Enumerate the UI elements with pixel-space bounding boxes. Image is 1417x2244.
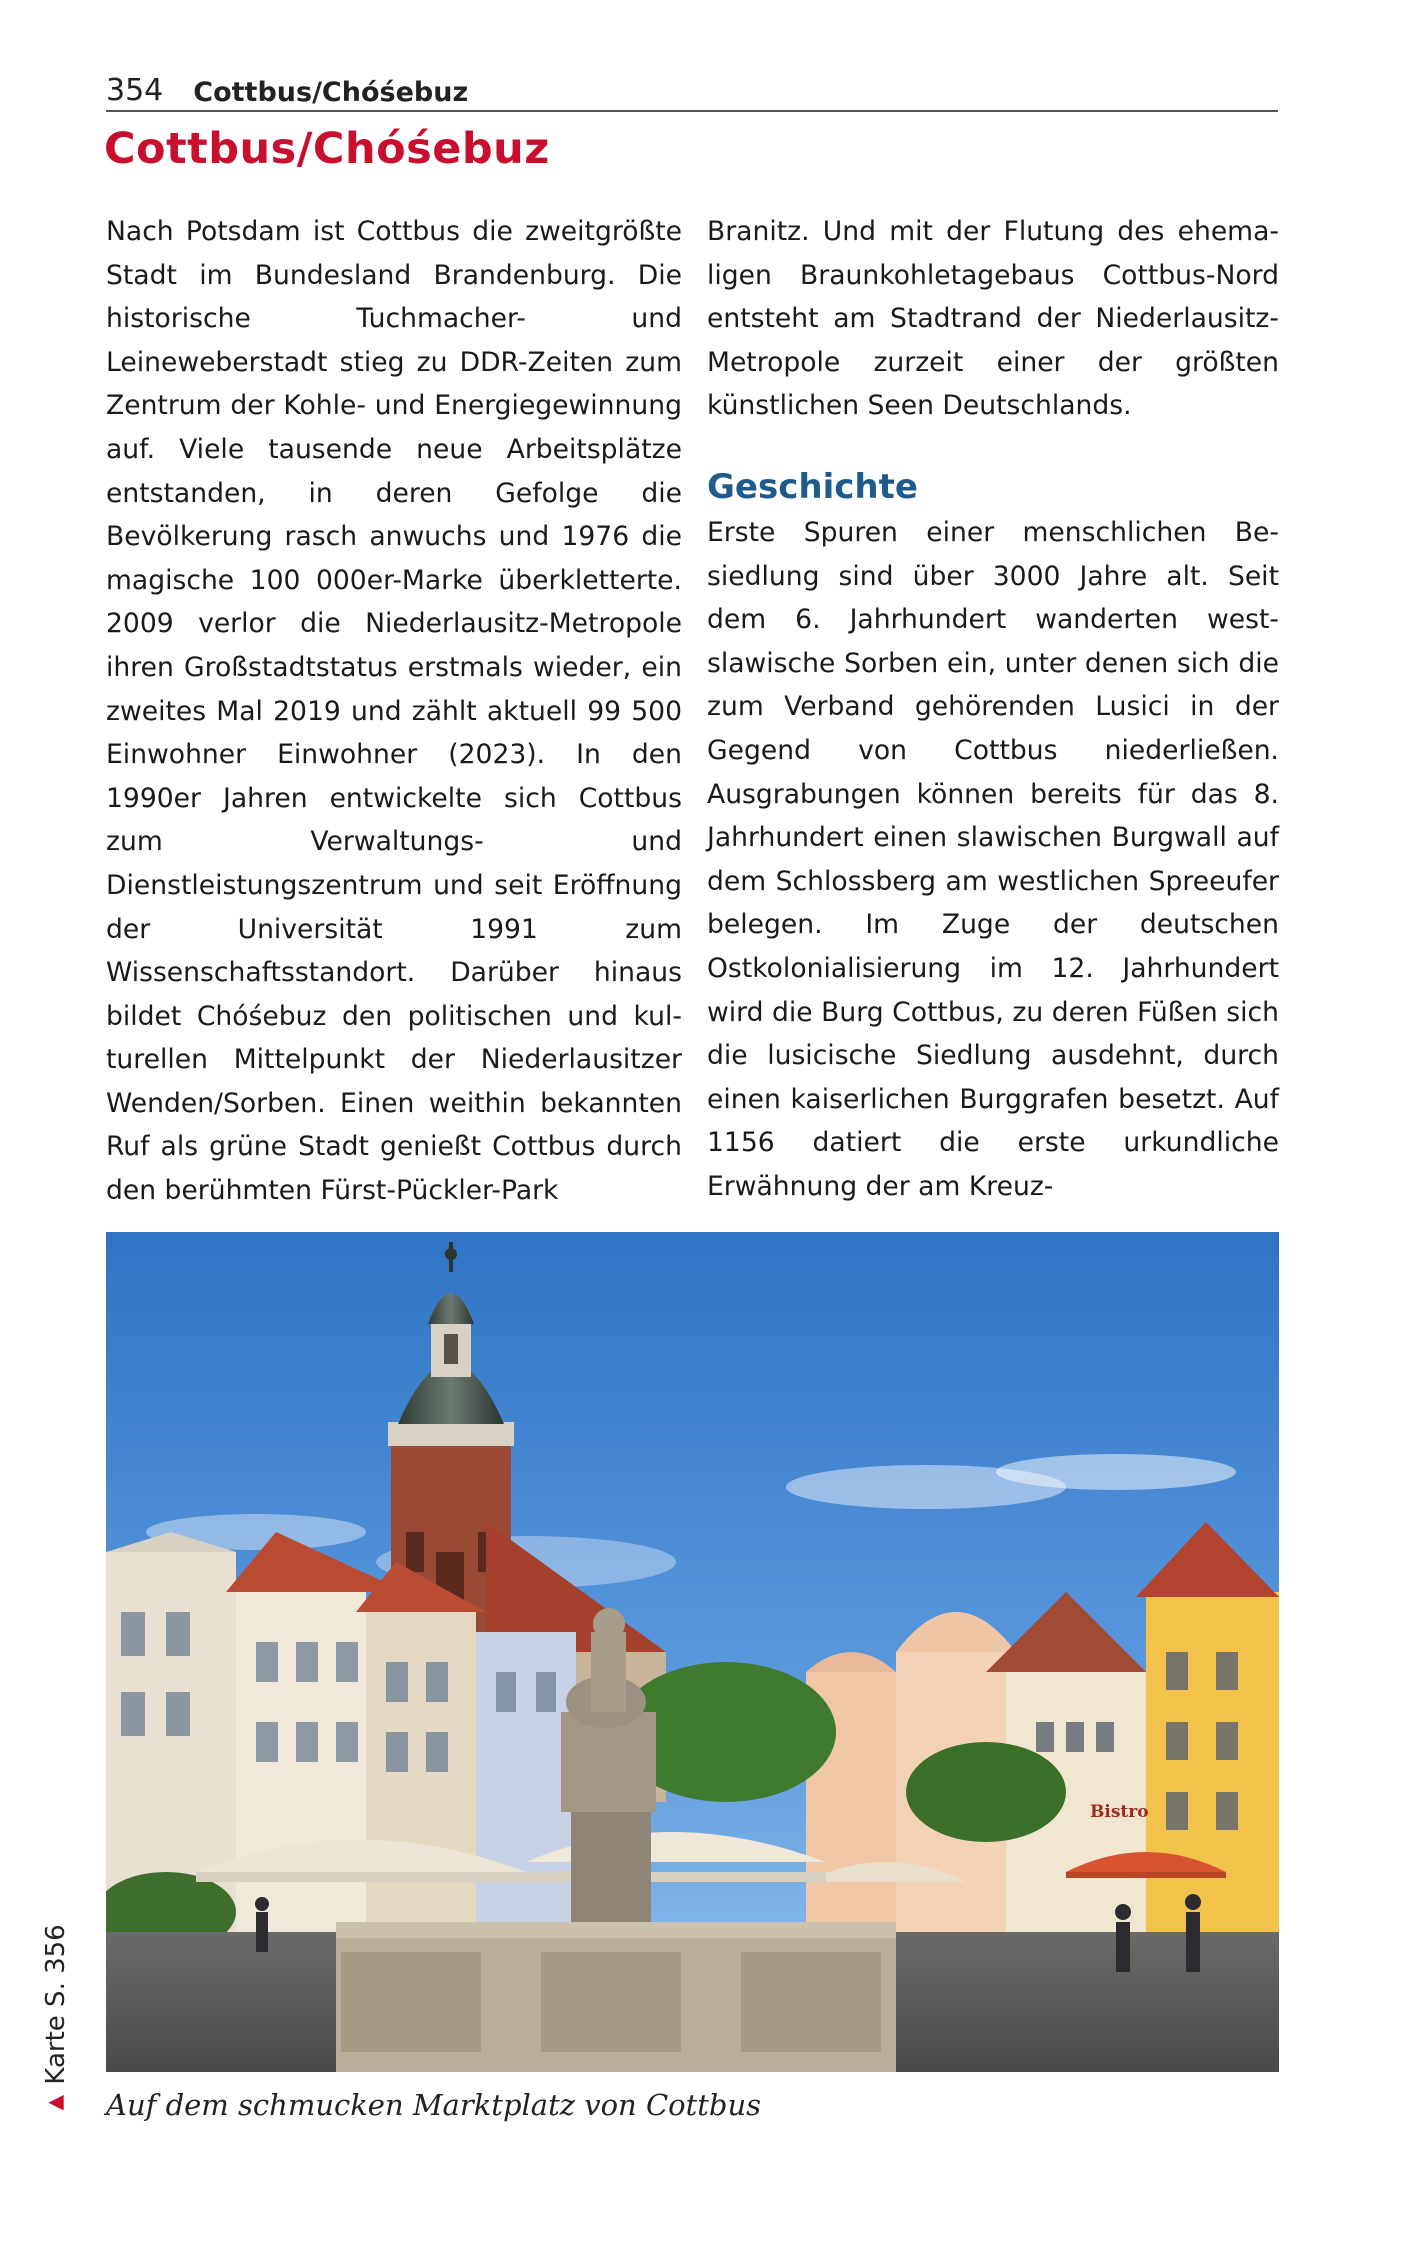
text-column-left [106,210,682,1213]
intro-paragraph-part-2: Branitz. Und mit der Flutung des ehemaligen Braunkohletagebaus Cottbus-Nord entsteht am Stadtrand der Niederlausitz-Metropole zurzeit einer der größten künstlichen Seen Deutschlands. [707,216,1279,422]
map-reference [36,1852,76,2117]
running-title: Cottbus/Chóśebuz [193,77,469,108]
intro-paragraph-part-1: Nach Potsdam ist Cottbus die zweitgrößte Stadt im Bundesland Brandenburg. Die historische Tuchmacher- und Leineweberstadt stieg zu DDR-Zeiten zum Zentrum der Kohle- und Energiegewinnung auf. Viele tausende neue Arbeitsplätze entstanden, in deren Gefolge die Bevölkerung rasch anwuchs und 1976 die magische 100 000er-Marke überkletterte. 2009 verlor die Niederlausitz-Metropole ihren Großstadtstatus erstmals wieder, ein zweites Mal 2019 und zählt aktuell 99 500 Einwohner Einwohner (2023). In den 1990er Jahren entwickelte sich Cottbus zum Verwaltungs- und Dienstleistungszentrum und seit Eröffnung der Universität 1991 zum Wissenschaftsstandort. Darüber hinaus bildet Chóśebuz den politischen und kulturellen Mittelpunkt der Niederlausitzer Wenden/Sorben. Einen weithin bekannten Ruf als grüne Stadt genießt Cottbus durch den berühmten Fürst-Pückler-Park [106,216,682,1207]
photo-caption: Auf dem schmucken Marktplatz von Cottbus [106,2088,762,2122]
marktplatz-photo [106,1232,1279,2072]
triangle-marker-icon: ▶ [48,2092,64,2117]
running-head [106,70,1278,112]
text-column-right [707,210,1279,1209]
marktplatz-photo-illustration [106,1232,1279,2072]
geschichte-paragraph: Erste Spuren einer menschlichen Besiedlung sind über 3000 Jahre alt. Seit dem 6. Jahrhundert wanderten westslawische Sorben ein, unter denen sich die zum Verband gehörenden Lusici in der Gegend von Cottbus niederließen. Ausgrabungen können bereits für das 8. Jahrhundert einen slawischen Burgwall auf dem Schlossberg am westlichen Spreeufer belegen. Im Zuge der deutschen Ostkolonialisierung im 12. Jahrhundert wird die Burg Cottbus, zu deren Füßen sich die lusicische Siedlung ausdehnt, durch einen kaiserlichen Burggrafen besetzt. Auf 1156 datiert die erste urkundliche Erwähnung der am Kreuz- [707,517,1279,1202]
bistro-sign-text: Bistro [1090,1802,1149,1822]
page-number: 354 [106,73,164,108]
chapter-title: Cottbus/Chóśebuz [104,124,550,174]
map-reference-text: Karte S. 356 [41,1924,71,2085]
section-heading-geschichte: Geschichte [707,466,918,507]
